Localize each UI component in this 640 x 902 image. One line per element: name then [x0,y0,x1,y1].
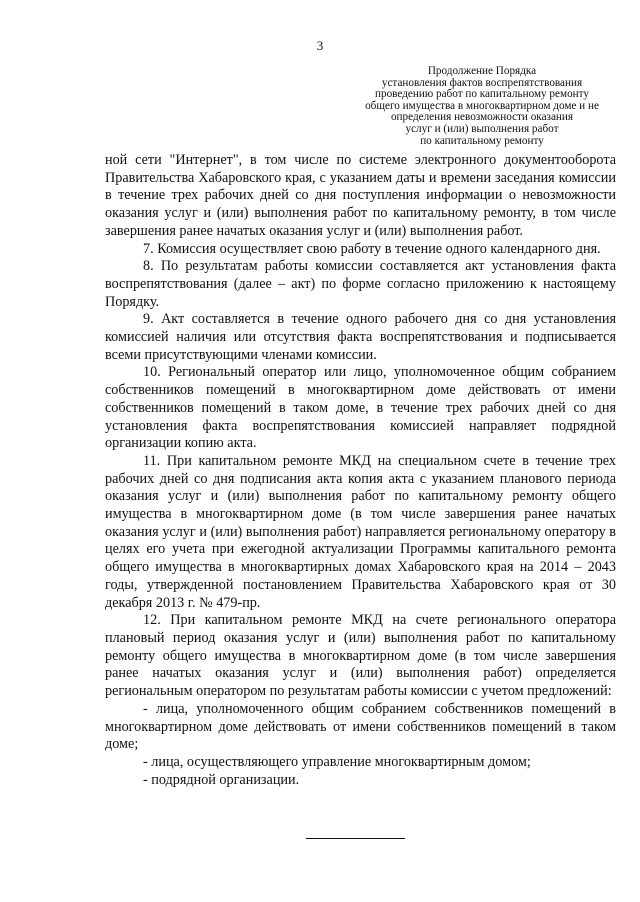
paragraph-12: 12. При капитальном ремонте МКД на счете регионального оператора плановый период оказания услуг и (или) выполнения работ по капитальному ремонту общего имущества в многоквартирном доме (в том числе завершения ранее начатых оказания услуг и (или) выполнения работ) определяется региональным оператором по результатам работы комиссии с учетом предложений: [105,612,616,700]
paragraph-10: 10. Региональный оператор или лицо, уполномоченное общим собранием собственников помещений в многоквартирном доме действовать от имени собственников помещений в таком доме, в течение трех рабочих дней со дня установления факта воспрепятствования комиссией направляет подрядной организации копию акта. [105,364,616,452]
document-body [105,152,616,789]
end-separator-line [306,838,405,839]
paragraph-continuation: ной сети "Интернет", в том числе по системе электронного документооборота Правительства Хабаровского края, с указанием даты и времени заседания комиссии в течение трех рабочих дней со дня поступления информации о невозможности оказания услуг и (или) выполнения работ по капитальному ремонту, в том числе завершения ранее начатых оказания услуг и (или) выполнения работ. [105,152,616,239]
header-line: установления фактов воспрепятствования [381,76,583,89]
header-line: услуг и (или) выполнения работ [405,122,559,135]
header-line: по капитальному ремонту [420,134,544,147]
paragraph-9: 9. Акт составляется в течение одного рабочего дня со дня установления комиссией наличия или отсутствия факта воспрепятствования и подписывается всеми присутствующими членами комиссии. [105,311,616,363]
paragraph-11: 11. При капитальном ремонте МКД на специальном счете в течение трех рабочих дней со дня подписания акта копия акта с указанием планового периода оказания услуг и (или) выполнения работ по капитальному ремонту общего имущества в многоквартирном доме (в том числе завершения ранее начатых оказания услуг и (или) выполнения работ) направляется региональному оператору в целях его учета при ежегодной актуализации Программы капитального ремонта общего имущества в многоквартирных домах Хабаровского края на 2014 – 2043 годы, утвержденной постановлением Правительства Хабаровского края от 30 декабря 2013 г. № 479-пр. [105,452,616,611]
list-item: - подрядной организации. [143,771,300,788]
page-number: 3 [316,38,324,53]
list-item: - лица, осуществляющего управление многоквартирным домом; [143,753,531,770]
header-line: Продолжение Порядка [427,65,537,77]
continuation-header [348,66,616,147]
paragraph-7: 7. Комиссия осуществляет свою работу в течение одного календарного дня. [143,240,601,257]
header-line: общего имущества в многоквартирном доме и не [365,99,599,112]
header-line: проведению работ по капитальному ремонту [375,88,589,101]
list-item: - лица, уполномоченного общим собранием собственников помещений в многоквартирном доме действовать от имени собственников помещений в таком доме; [105,700,616,753]
paragraph-8: 8. По результатам работы комиссии составляется акт установления факта воспрепятствования (далее – акт) по форме согласно приложению к настоящему Порядку. [105,258,616,310]
header-line: определения невозможности оказания [390,111,574,124]
